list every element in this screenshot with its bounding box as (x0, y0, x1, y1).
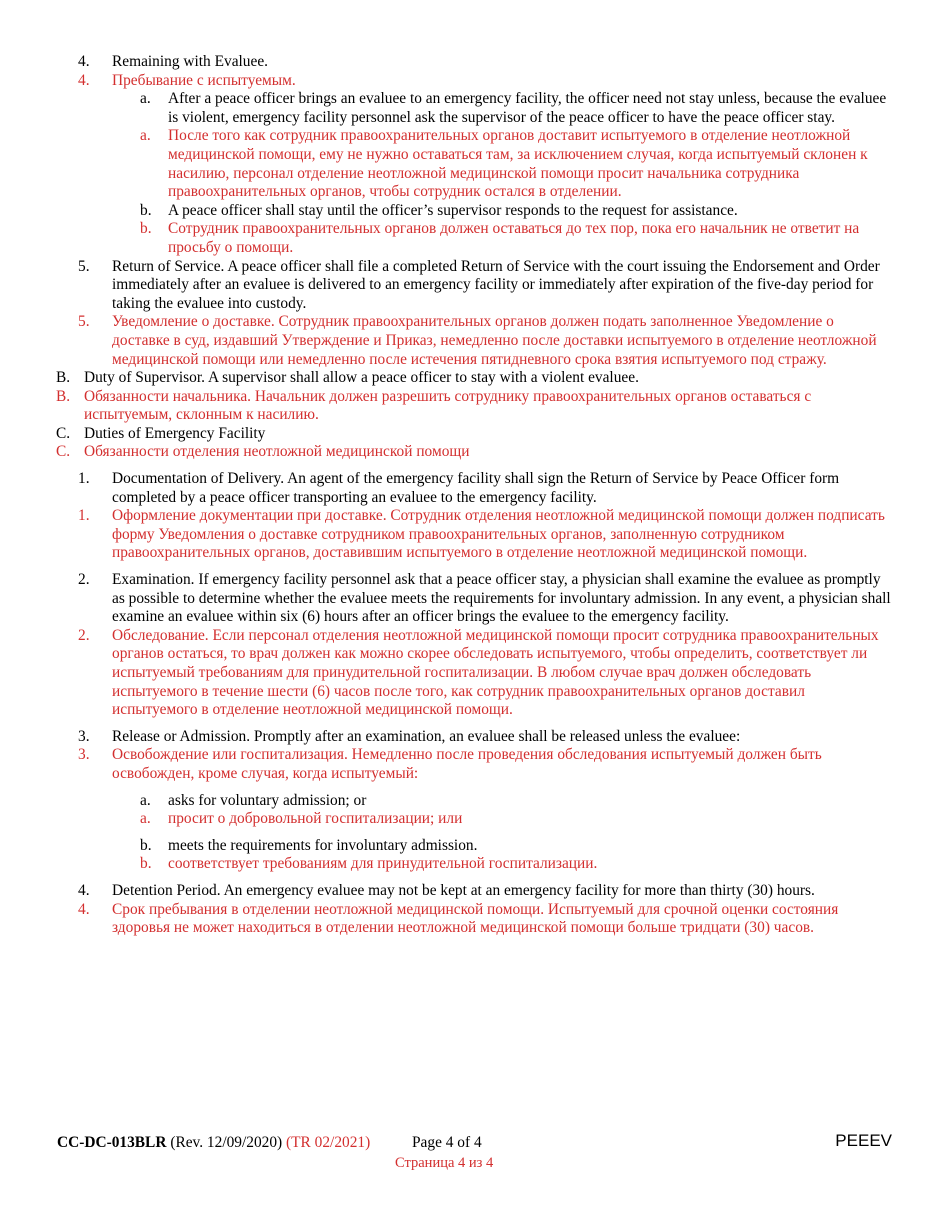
item-c4-en (0, 882, 950, 901)
item-4b-ru (0, 220, 950, 257)
item-4a-en (0, 90, 950, 127)
item-text: A peace officer shall stay until the officer’s supervisor responds to the request for assistance. (168, 201, 738, 219)
item-number: 1. (78, 507, 90, 525)
item-number: 4. (78, 71, 90, 89)
item-c1-en (0, 470, 950, 507)
item-text: Release or Admission. Promptly after an examination, an evaluee shall be released unless the evaluee: (112, 727, 741, 745)
item-c3-ru (0, 746, 950, 783)
item-c3b-ru (0, 855, 950, 874)
item-text: After a peace officer brings an evaluee to an emergency facility, the officer need not stay unless, because the evaluee is violent, emergency facility personnel ask the supervisor of the peace officer to have the peace officer stay. (168, 90, 887, 126)
item-number: 2. (78, 626, 90, 644)
item-c4-ru (0, 901, 950, 938)
item-c2-en (0, 571, 950, 627)
item-letter: C. (56, 424, 71, 442)
form-code-line (57, 1134, 370, 1153)
item-text: Обязанности отделения неотложной медицинской помощи (84, 443, 470, 461)
item-C-en (0, 425, 950, 444)
item-B-en (0, 369, 950, 388)
item-number: 3. (78, 746, 90, 764)
item-text: asks for voluntary admission; or (168, 791, 367, 809)
item-text: Duty of Supervisor. A supervisor shall allow a peace officer to stay with a violent evaluee. (84, 369, 639, 387)
item-number: 4. (78, 53, 90, 70)
item-number: 4. (78, 881, 90, 899)
item-text: Освобождение или госпитализация. Немедленно после проведения обследования испытуемый должен быть освобожден, кроме случая, когда испытуемый: (112, 746, 822, 782)
item-text: Documentation of Delivery. An agent of the emergency facility shall sign the Return of Service by Peace Officer form completed by a peace officer transporting an evaluee to the emergency facility. (112, 470, 840, 506)
item-text: Remaining with Evaluee. (112, 53, 269, 70)
page-number-ru: Страница 4 из 4 (395, 1155, 494, 1171)
item-number: 4. (78, 900, 90, 918)
item-text: Сотрудник правоохранительных органов должен оставаться до тех пор, пока его начальник не ответит на просьбу о помощи. (168, 220, 860, 256)
item-text: соответствует требованиям для принудительной госпитализации. (168, 855, 598, 873)
item-4-en (0, 53, 950, 72)
item-c1-ru (0, 507, 950, 563)
item-c3b-en (0, 837, 950, 856)
item-number: 2. (78, 571, 90, 589)
page-number: Page 4 of 4 (412, 1134, 482, 1151)
item-5-en (0, 258, 950, 314)
item-text: meets the requirements for involuntary admission. (168, 836, 478, 854)
item-C-ru (0, 443, 950, 462)
item-text: Detention Period. An emergency evaluee may not be kept at an emergency facility for more than thirty (30) hours. (112, 881, 815, 899)
item-letter: a. (140, 810, 151, 828)
item-number: 3. (78, 727, 90, 745)
item-number: 1. (78, 470, 90, 488)
item-letter: b. (140, 201, 152, 219)
item-c3a-en (0, 792, 950, 811)
item-c3a-ru (0, 810, 950, 829)
item-text: Return of Service. A peace officer shall file a completed Return of Service with the court issuing the Endorsement and Order immediately after an evaluee is delivered to an emergency facility or immediately after expiration of the five-day period for taking the evaluee into custody. (112, 257, 880, 312)
item-letter: a. (140, 791, 151, 809)
item-B-ru (0, 388, 950, 425)
item-letter: a. (140, 127, 151, 145)
item-text: Уведомление о доставке. Сотрудник правоохранительных органов должен подать заполненное Уведомление о доставке в суд, издавший Утверждение и Приказ, немедленно после доставки испытуемого в отделение неотложной медицинской помощи или немедленно после истечения пятидневного срока взятия испытуемого под стражу. (112, 313, 877, 368)
item-text: просит о добровольной госпитализации; или (168, 810, 463, 828)
item-letter: B. (56, 369, 71, 387)
item-letter: b. (140, 855, 152, 873)
form-abbreviation: PEEEV (835, 1131, 892, 1150)
item-text: Обследование. Если персонал отделения неотложной медицинской помощи просит сотрудника правоохранительных органов остаться, то врач должен как можно скорее обследовать испытуемого, чтобы определить, соответствует ли испытуемый требованиям для принудительной госпитализации. В любом случае врач должен обследовать испытуемого в течение шести (6) часов после того, как сотрудник правоохранительных органов доставил испытуемого в отделение неотложной медицинской помощи. (112, 626, 879, 719)
item-4-ru (0, 72, 950, 91)
item-4b-en (0, 202, 950, 221)
item-text: Duties of Emergency Facility (84, 424, 266, 442)
form-code: CC-DC-013BLR (57, 1134, 167, 1151)
revision-date: (Rev. 12/09/2020) (170, 1134, 283, 1151)
item-c2-ru (0, 627, 950, 720)
item-5-ru (0, 313, 950, 369)
item-text: Срок пребывания в отделении неотложной медицинской помощи. Испытуемый для срочной оценки состояния здоровья не может находиться в отделении неотложной медицинской помощи больше тридцати (30) часов. (112, 900, 839, 937)
document-body (0, 53, 950, 938)
item-text: Оформление документации при доставке. Сотрудник отделения неотложной медицинской помощи должен подписать форму Уведомления о доставке сотрудником правоохранительных органов, заполненную сотрудником правоохранительных органов, доставившим испытуемого в отделение неотложной медицинской помощи. (112, 507, 885, 562)
item-text: После того как сотрудник правоохранительных органов доставит испытуемого в отделение неотложной медицинской помощи, ему не нужно оставаться там, за исключением случая, когда испытуемый склонен к насилию, персонал отделение неотложной медицинской помощи просит начальника сотрудника правоохранительных органов, чтобы сотрудник остался в отделении. (168, 127, 868, 201)
item-letter: a. (140, 90, 151, 108)
item-text: Examination. If emergency facility personnel ask that a peace officer stay, a physician shall examine the evaluee as promptly as possible to determine whether the evaluee meets the requirements for involuntary admission. In any event, a physician shall examine an evaluee within six (6) hours after an officer brings the evaluee to the emergency facility. (112, 571, 891, 626)
item-c3-en (0, 728, 950, 747)
item-text: Пребывание с испытуемым. (112, 71, 296, 89)
item-number: 5. (78, 313, 90, 331)
item-letter: b. (140, 220, 152, 238)
item-number: 5. (78, 257, 90, 275)
item-letter: b. (140, 836, 152, 854)
item-letter: C. (56, 443, 71, 461)
page-footer (0, 1131, 950, 1174)
item-letter: B. (56, 387, 71, 405)
item-4a-ru (0, 127, 950, 201)
translation-revision: (TR 02/2021) (286, 1134, 371, 1151)
item-text: Обязанности начальника. Начальник должен разрешить сотруднику правоохранительных органов оставаться с испытуемым, склонным к насилию. (84, 387, 812, 424)
